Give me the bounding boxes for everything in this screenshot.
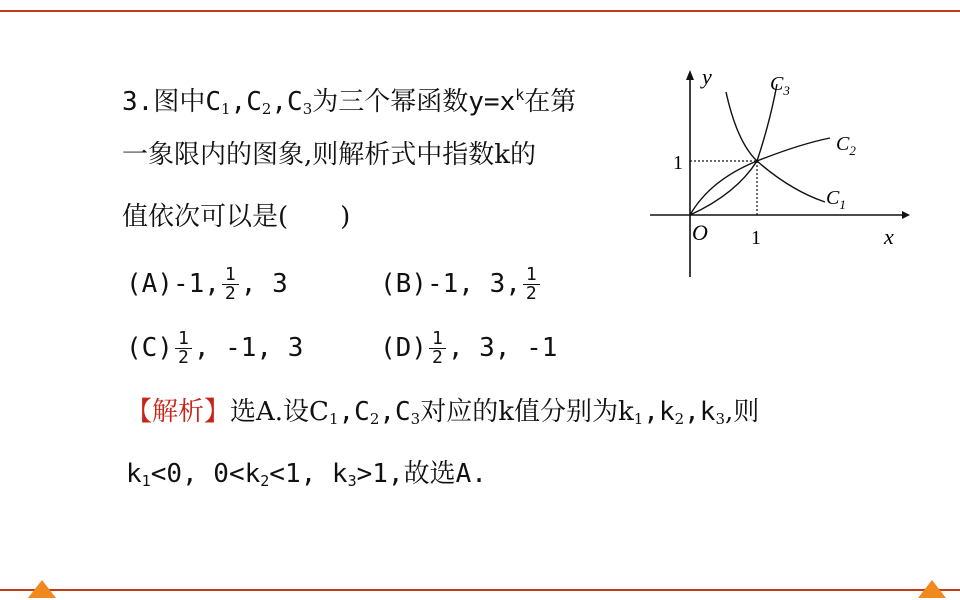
option-c[interactable]: [126, 330, 303, 367]
c3-label: C: [287, 87, 303, 117]
denominator: 2: [431, 347, 443, 368]
comma: ,: [338, 397, 355, 427]
sub: 1: [328, 410, 339, 428]
sub: 2: [369, 410, 380, 428]
exponent: k: [515, 86, 525, 104]
option-b[interactable]: [380, 266, 542, 303]
c2-label: C: [246, 87, 262, 117]
fraction-half: [523, 266, 540, 303]
solution-text: 选A.设C: [230, 397, 329, 427]
origin-label: O: [692, 220, 708, 245]
comma: ,: [271, 87, 288, 117]
y-tick-one: 1: [673, 152, 683, 174]
option-a-tail: , 3: [240, 269, 288, 299]
power-function-graph: [640, 62, 920, 282]
sub: 2: [260, 472, 270, 490]
numerator: 1: [175, 330, 192, 349]
denominator: 2: [177, 347, 189, 368]
tspan: 1: [839, 197, 846, 212]
sub: 3: [347, 472, 357, 490]
solution-line-2: [126, 457, 487, 498]
k-label: k: [699, 397, 716, 427]
solution-text: >1,故选A.: [356, 459, 487, 489]
sub: 1: [633, 410, 644, 428]
comma: ,: [379, 397, 396, 427]
sub: 3: [302, 100, 313, 118]
question-line-1: [122, 78, 576, 126]
option-d-tail: , 3, -1: [447, 333, 558, 363]
sub: 1: [220, 100, 231, 118]
question-text: 为三个幂函数: [312, 87, 469, 117]
option-a[interactable]: [126, 266, 288, 326]
sub: 3: [410, 410, 421, 428]
c2-graph-label: [836, 133, 856, 158]
solution-text: <1, k: [269, 459, 348, 489]
c3-graph-label: [770, 73, 790, 98]
fraction-half: [222, 266, 239, 303]
curve-c1: [726, 92, 825, 202]
tspan: C: [826, 187, 840, 209]
y-axis-label: y: [702, 64, 712, 89]
question-line-2: 一象限内的图象,则解析式中指数k的: [122, 140, 537, 170]
tspan: C: [836, 133, 850, 155]
numerator: 1: [523, 266, 540, 285]
tspan: 3: [783, 83, 790, 98]
sub: 2: [674, 410, 685, 428]
fraction-half: [175, 330, 192, 367]
c1-graph-label: [826, 187, 846, 212]
option-c-label: (C): [126, 333, 173, 363]
question-text: 图中: [153, 87, 206, 117]
question-number: 3.: [122, 87, 154, 117]
sub: 1: [141, 472, 151, 490]
solution-text: <0, 0<k: [150, 459, 261, 489]
sub: 3: [715, 410, 725, 428]
comma: ,: [684, 397, 700, 427]
tspan: 2: [849, 143, 856, 158]
y-axis-arrow-icon: [686, 70, 694, 80]
option-d-label: (D): [380, 333, 427, 363]
c2-label: C: [354, 397, 370, 427]
numerator: 1: [222, 266, 239, 285]
solution-text: 对应的k值分别为k: [420, 397, 634, 427]
k-label: k: [658, 397, 675, 427]
option-d[interactable]: [380, 330, 557, 367]
solution-text: ,则: [725, 397, 760, 427]
function-expression: y=x: [468, 87, 516, 117]
k-label: k: [126, 459, 142, 489]
x-tick-one: 1: [751, 227, 761, 249]
tspan: C: [770, 73, 784, 95]
c1-label: C: [205, 87, 221, 117]
c3-label: C: [395, 397, 411, 427]
comma: ,: [230, 87, 247, 117]
option-b-label: (B)-1, 3,: [380, 269, 521, 299]
solution-tag: 【解析】: [126, 397, 231, 427]
x-axis-arrow-icon: [902, 211, 910, 219]
solution-line-1: [126, 395, 759, 436]
denominator: 2: [525, 283, 537, 304]
question-line-3: 值依次可以是( ): [122, 202, 351, 232]
x-axis-label: x: [884, 224, 894, 249]
comma: ,: [643, 397, 659, 427]
numerator: 1: [429, 330, 446, 349]
curve-c3: [690, 84, 777, 215]
sub: 2: [261, 100, 272, 118]
option-c-tail: , -1, 3: [193, 333, 304, 363]
question-text: 在第: [524, 87, 577, 117]
fraction-half: [429, 330, 446, 367]
denominator: 2: [224, 283, 236, 304]
option-a-label: (A)-1,: [126, 269, 220, 299]
